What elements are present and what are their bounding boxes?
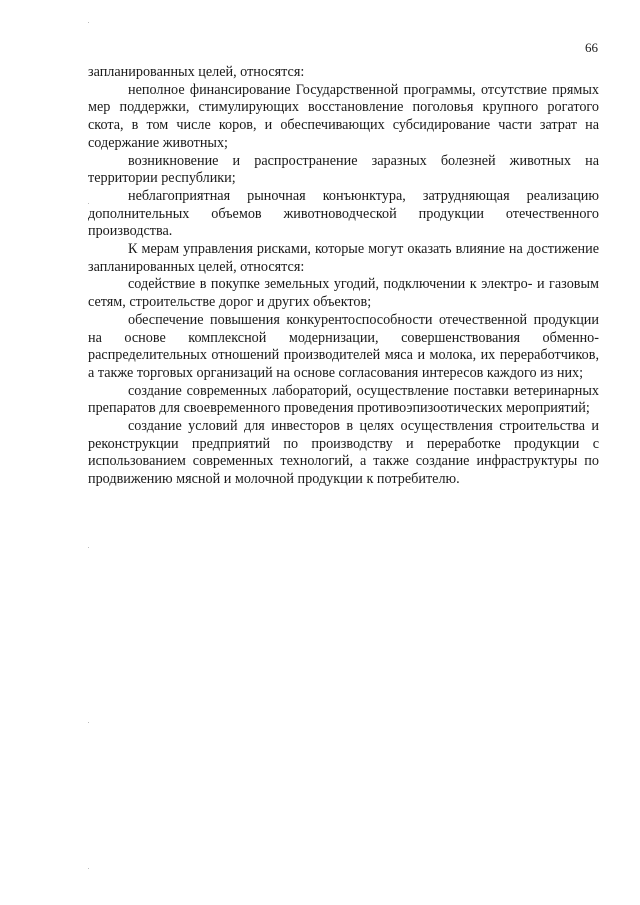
paragraph: неблагоприятная рыночная конъюнктура, затрудняющая реализацию дополнительных объемов животноводческой продукции отечественного производства. <box>88 187 599 240</box>
page-number: 66 <box>585 40 598 55</box>
paragraph: неполное финансирование Государственной программы, отсутствие прямых мер поддержки, стимулирующих восстановление поголовья крупного рогатого скота, в том числе коров, и обеспечивающих субсидирование части затрат на содержание животных; <box>88 81 599 151</box>
paragraph: создание условий для инвесторов в целях осуществления строительства и реконструкции предприятий по производству и переработке продукции с использованием современных технологий, а также создание инфраструктуры по продвижению мясной и молочной продукции к потребителю. <box>88 418 599 488</box>
paragraph: возникновение и распространение заразных болезней животных на территории республики; <box>88 152 599 187</box>
scan-speck <box>88 547 89 548</box>
scan-speck <box>88 868 89 869</box>
paragraph: обеспечение повышения конкурентоспособности отечественной продукции на основе комплексной модернизации, совершенствования обменно-распределительных отношений производителей мяса и молока, их переработчиков, а также торговых организаций на основе согласования интересов каждого из них; <box>88 311 599 381</box>
scan-speck <box>88 722 89 723</box>
paragraph: содействие в покупке земельных угодий, подключении к электро- и газовым сетям, строительстве дорог и других объектов; <box>88 276 599 311</box>
scan-speck <box>88 22 89 23</box>
paragraph: запланированных целей, относятся: <box>88 64 305 80</box>
scan-speck <box>88 203 89 204</box>
paragraph: К мерам управления рисками, которые могут оказать влияние на достижение запланированных целей, относятся: <box>88 241 599 275</box>
paragraph: создание современных лабораторий, осуществление поставки ветеринарных препаратов для своевременного проведения противоэпизоотических мероприятий; <box>88 382 599 417</box>
body-text <box>88 64 599 489</box>
